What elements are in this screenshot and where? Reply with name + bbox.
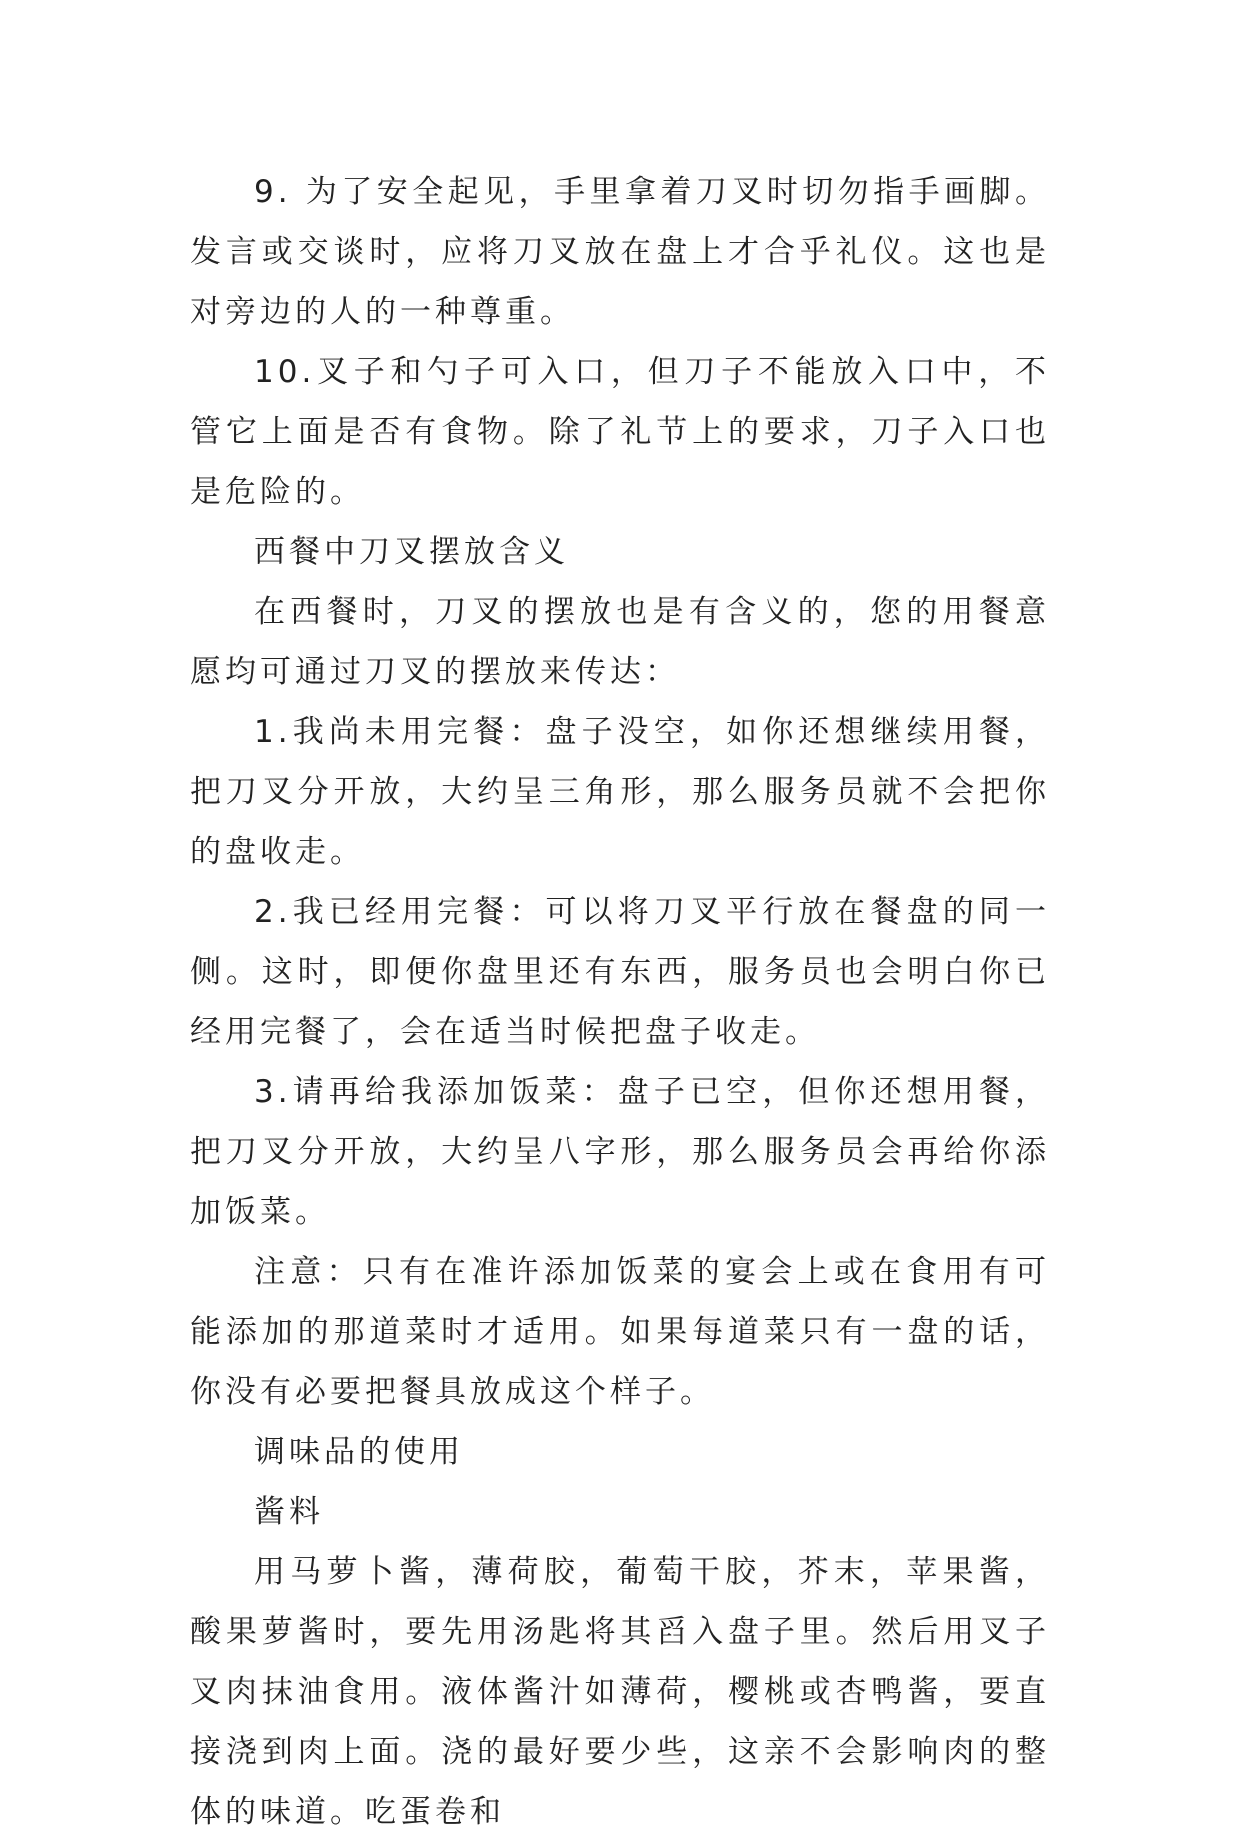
paragraph-list-item-2: 2.我已经用完餐：可以将刀叉平行放在餐盘的同一侧。这时，即便你盘里还有东西，服务员也会明白你已经用完餐了，会在适当时候把盘子收走。 [190,894,1050,1050]
document-body [190,162,1050,1842]
subheading-sauces: 酱料 [254,1494,324,1530]
paragraph-item-10: 10.叉子和勺子可入口，但刀子不能放入口中，不管它上面是否有食物。除了礼节上的要求，刀子入口也是危险的。 [190,354,1050,510]
paragraph-item-9: 9. 为了安全起见，手里拿着刀叉时切勿指手画脚。发言或交谈时，应将刀叉放在盘上才合乎礼仪。这也是对旁边的人的一种尊重。 [190,174,1050,330]
paragraph-note: 注意：只有在准许添加饭菜的宴会上或在食用有可能添加的那道菜时才适用。如果每道菜只有一盘的话，你没有必要把餐具放成这个样子。 [190,1254,1050,1410]
section-heading-condiments: 调味品的使用 [254,1434,464,1470]
section-heading-cutlery-meaning: 西餐中刀叉摆放含义 [254,534,569,570]
paragraph-list-item-1: 1.我尚未用完餐：盘子没空，如你还想继续用餐，把刀叉分开放，大约呈三角形，那么服务员就不会把你的盘收走。 [190,714,1050,870]
paragraph-sauces: 用马萝卜酱，薄荷胶，葡萄干胶，芥末，苹果酱，酸果萝酱时，要先用汤匙将其舀入盘子里。然后用叉子叉肉抹油食用。液体酱汁如薄荷，樱桃或杏鸭酱，要直接浇到肉上面。浇的最好要少些，这亲不会影响肉的整体的味道。吃蛋卷和 [190,1554,1050,1830]
paragraph-list-item-3: 3.请再给我添加饭菜：盘子已空，但你还想用餐，把刀叉分开放，大约呈八字形，那么服务员会再给你添加饭菜。 [190,1074,1050,1230]
paragraph-intro: 在西餐时，刀叉的摆放也是有含义的，您的用餐意愿均可通过刀叉的摆放来传达： [190,594,1050,690]
